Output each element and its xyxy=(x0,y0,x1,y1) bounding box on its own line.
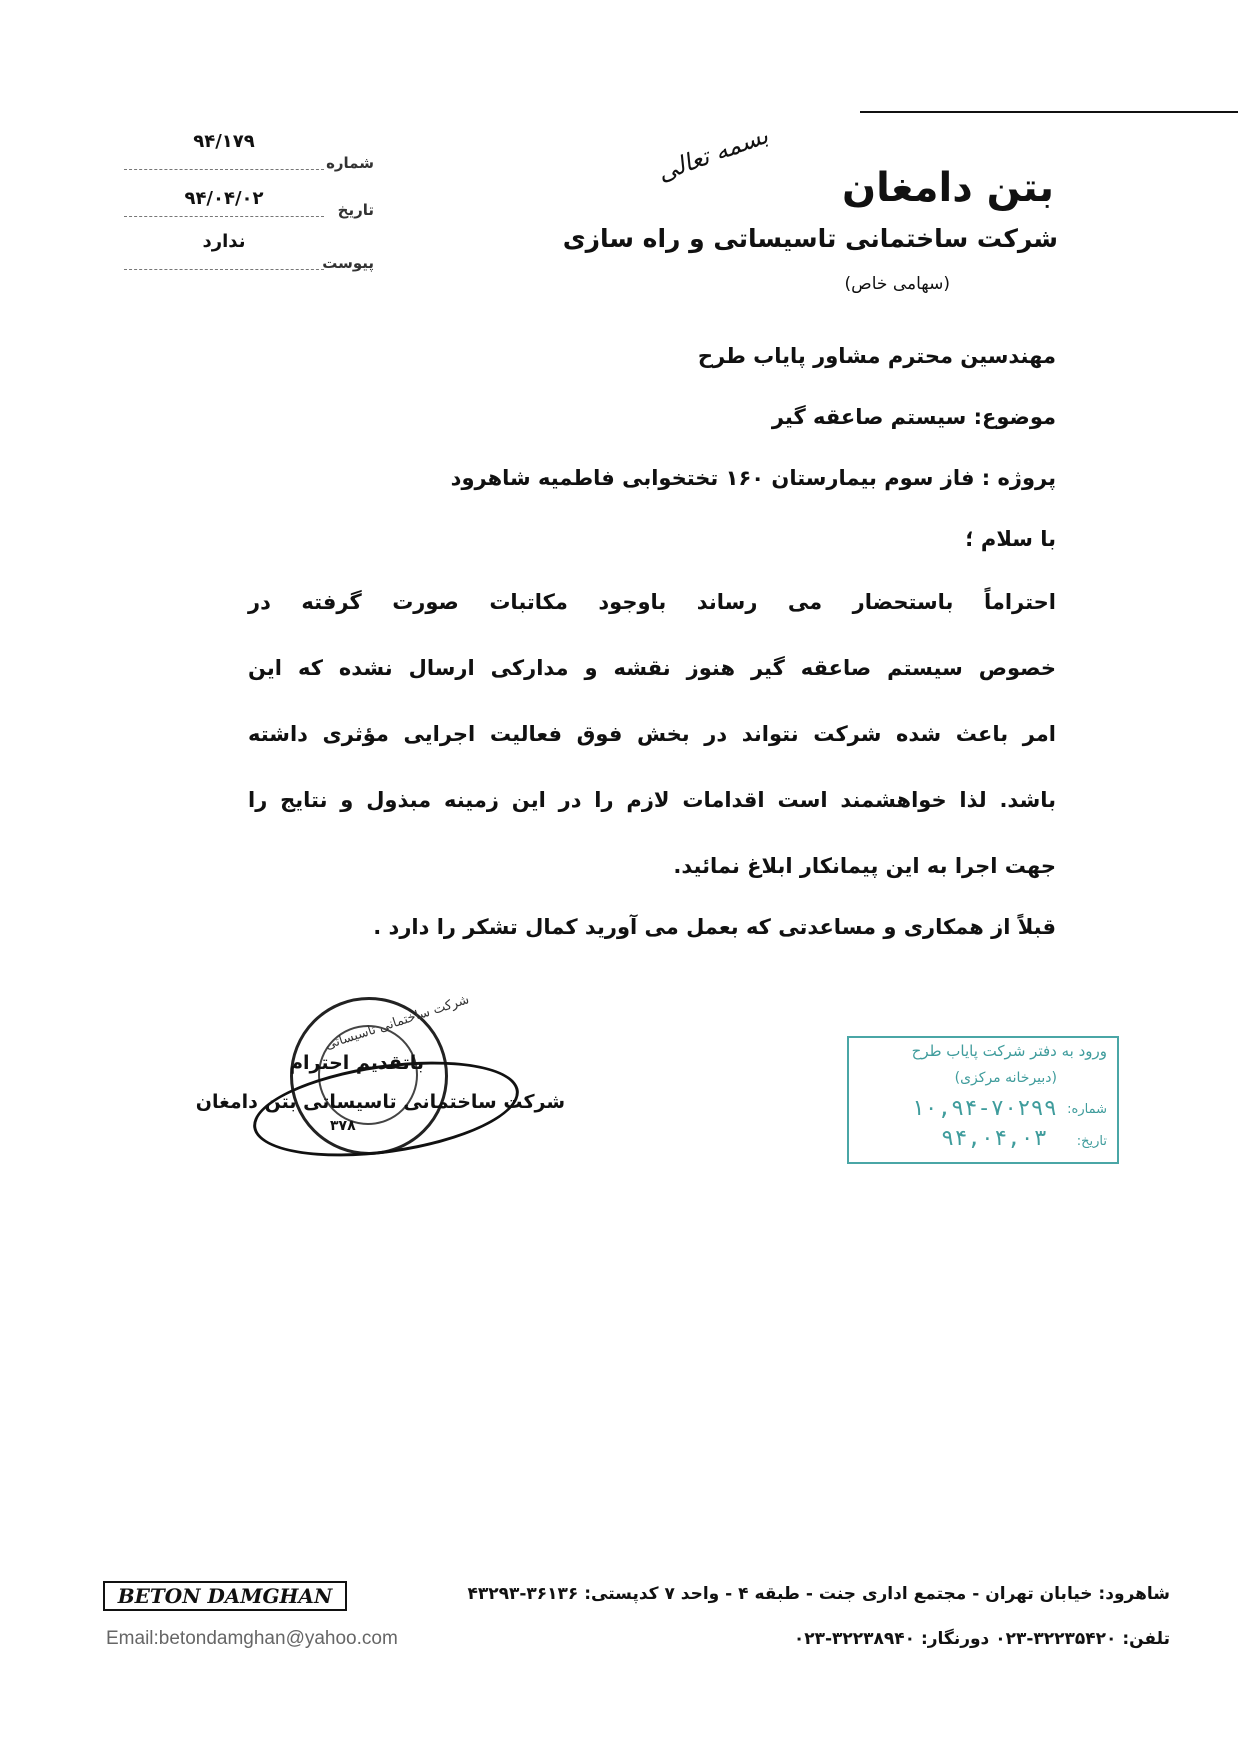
meta-attachment-value: ندارد xyxy=(202,231,246,252)
footer-logo: BETON DAMGHAN xyxy=(103,1581,347,1611)
meta-number-value: ۹۴/۱۷۹ xyxy=(193,131,255,152)
company-name: بتن دامغان xyxy=(841,165,1054,211)
greeting-line: با سلام ؛ xyxy=(965,527,1056,551)
recipient-line: مهندسین محترم مشاور پایاب طرح xyxy=(697,344,1056,368)
footer-address: شاهرود: خیابان تهران - مجتمع اداری جنت - طبقه ۴ - واحد ۷ کدپستی: ۳۶۱۳۶-۴۳۲۹۳ xyxy=(467,1584,1170,1604)
receipt-date-label: تاریخ: xyxy=(1076,1134,1107,1149)
paragraph-line: خصوص سیستم صاعقه گیر هنوز نقشه و مدارکی ارسال نشده که این xyxy=(248,656,1056,680)
meta-date-value: ۹۴/۰۴/۰۲ xyxy=(184,188,264,209)
signer-company: شرکت ساختمانی تاسیساتی بتن دامغان xyxy=(195,1091,565,1113)
receipt-date-value: ۹۴,۰۴,۰۳ xyxy=(941,1126,1047,1151)
paragraph-line: باشد. لذا خواهشمند است اقدامات لازم را در این زمینه مبذول و نتایج را xyxy=(248,788,1056,812)
footer-phone: تلفن: ۳۲۲۳۵۴۲۰-۰۲۳ دورنگار: ۳۲۲۳۸۹۴۰-۰۲۳ xyxy=(793,1629,1170,1649)
meta-attachment-row xyxy=(124,231,374,274)
receipt-number-value: ۱۰,۹۴-۷۰۲۹۹ xyxy=(911,1096,1057,1121)
meta-date-line xyxy=(124,216,324,217)
meta-date-row xyxy=(124,187,374,221)
paragraph-line: جهت اجرا به این پیمانکار ابلاغ نمائید. xyxy=(673,854,1056,878)
receipt-stamp-title: ورود به دفتر شرکت پایاب طرح xyxy=(911,1042,1107,1060)
company-description: شرکت ساختمانی تاسیساتی و راه سازی xyxy=(562,224,1058,253)
paragraph-line: امر باعث شده شرکت نتواند در بخش فوق فعالیت اجرایی مؤثری داشته xyxy=(248,722,1056,746)
receipt-number-label: شماره: xyxy=(1067,1102,1107,1117)
thanks-line: قبلاً از همکاری و مساعدتی که بعمل می آورید کمال تشکر را دارد . xyxy=(373,915,1056,939)
receipt-stamp xyxy=(847,1036,1119,1164)
meta-number-label: شماره xyxy=(326,154,374,172)
company-seal-number: ۳۷۸ xyxy=(330,1118,356,1134)
invocation-text: بسمه تعالی xyxy=(653,121,772,187)
closing-text: باتقدیم احترام xyxy=(289,1052,424,1074)
paragraph-line: احتراماً باستحضار می رساند باوجود مکاتبات صورت گرفته در xyxy=(248,590,1056,614)
company-type: (سهامی خاص) xyxy=(844,274,950,294)
top-rule xyxy=(860,111,1238,113)
meta-attachment-line xyxy=(124,269,324,270)
meta-number-line xyxy=(124,169,324,170)
meta-attachment-label: پیوست xyxy=(322,254,374,272)
meta-date-label: تاریخ xyxy=(337,201,374,219)
receipt-stamp-subtitle: (دبیرخانه مرکزی) xyxy=(954,1070,1057,1086)
meta-number-row xyxy=(124,131,374,174)
footer-email: Email:betondamghan@yahoo.com xyxy=(106,1628,398,1649)
company-seal-text: شرکت ساختمانی تاسیساتی xyxy=(323,992,472,1053)
subject-line: موضوع: سیستم صاعقه گیر xyxy=(771,405,1056,429)
project-line: پروژه : فاز سوم بیمارستان ۱۶۰ تختخوابی فاطمیه شاهرود xyxy=(450,466,1056,490)
